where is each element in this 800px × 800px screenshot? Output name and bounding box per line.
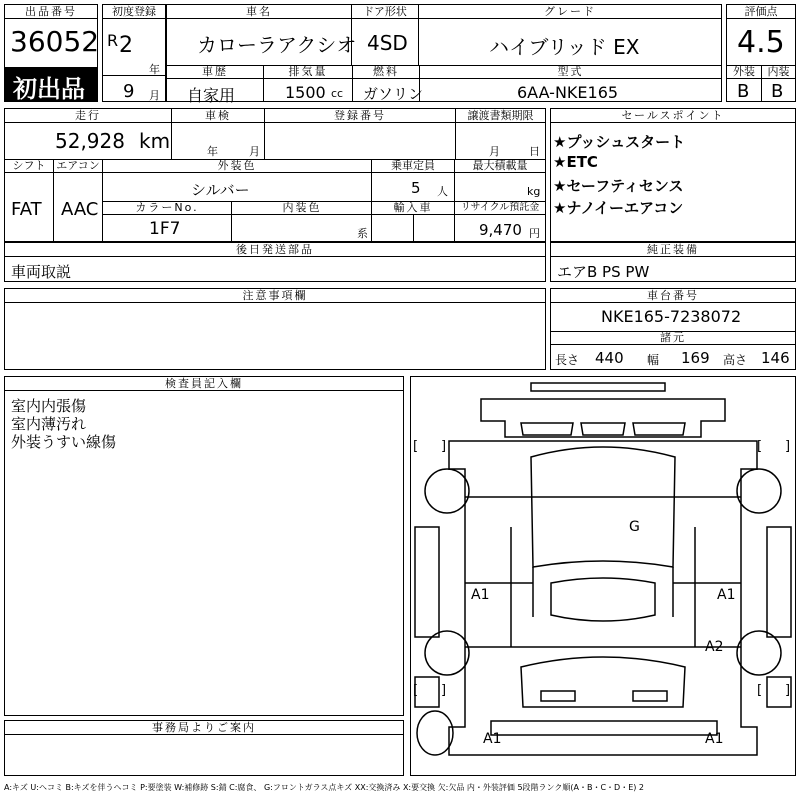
mileage-label: 走行 <box>5 109 171 123</box>
load-unit: kg <box>527 185 541 198</box>
car-diagram-box <box>410 376 796 776</box>
front-body <box>481 399 725 437</box>
selling-points-label: セールスポイント <box>551 109 795 123</box>
chassis-label: 車台番号 <box>551 289 795 303</box>
color: シルバー <box>191 181 250 199</box>
lot-number: 36052 <box>10 25 100 58</box>
shift: FAT <box>11 199 42 220</box>
front-bumper <box>531 383 665 391</box>
dimensions-label: 諸元 <box>551 331 795 345</box>
color-no-label: カラーNo. <box>103 201 231 215</box>
right-headlight <box>633 423 685 435</box>
history: 自家用 <box>187 86 236 105</box>
bracket-open-right-top: [ <box>757 439 763 454</box>
notes-box <box>4 288 546 370</box>
year: 2 <box>119 33 133 58</box>
main-info-box <box>166 4 722 105</box>
main-body <box>449 441 757 755</box>
length-label: 長さ <box>555 353 580 367</box>
model: 6AA-NKE165 <box>517 83 619 102</box>
inspection-label: 車検 <box>172 109 264 123</box>
vehicle-spec-box <box>4 108 546 242</box>
equipment: エアB PS PW <box>557 263 650 281</box>
inspection-month-unit: 月 <box>249 145 260 158</box>
displacement-label: 排気量 <box>264 65 352 79</box>
mileage: 52,928 <box>55 129 125 153</box>
legend: A:キズ U:ヘコミ B:キズを伴うヘコミ P:要塗装 W:補修跡 S:錆 C:腐食、 G:フロントガラス点キズ XX:交換済み X:要交換 欠:欠品 内・外装評価 5段階ランク順(A・B・C・D・E) 2 <box>4 783 645 792</box>
chassis-number: NKE165-7238072 <box>601 307 742 326</box>
registration-label: 登録番号 <box>265 109 455 123</box>
score: 4.5 <box>737 25 785 60</box>
load-label: 最大積載量 <box>455 159 545 173</box>
bracket-close-right-bottom: ] <box>785 683 791 698</box>
office-box <box>4 720 404 776</box>
height: 146 <box>761 349 790 367</box>
recycle: 9,470 <box>479 221 522 239</box>
selling-point-1: ★プッシュスタート <box>553 133 686 151</box>
later-parts-label: 後日発送部品 <box>5 243 545 257</box>
transfer-month-unit: 月 <box>489 145 500 158</box>
damage-mark-left-door: A1 <box>471 587 490 603</box>
damage-mark-rear-right: A1 <box>705 731 724 747</box>
notes-label: 注意事項欄 <box>5 289 545 303</box>
score-box <box>726 4 796 102</box>
exterior-grade: B <box>737 81 750 102</box>
first-registration-label: 初度登録 <box>103 5 165 19</box>
transfer-label: 譲渡書類期限 <box>456 109 545 123</box>
height-label: 高さ <box>723 353 748 367</box>
color-no: 1F7 <box>149 219 181 239</box>
left-rear-panel <box>415 677 439 707</box>
front-grille <box>581 423 625 435</box>
grade: ハイブリッド EX <box>489 35 640 59</box>
import-label: 輸入車 <box>372 201 454 215</box>
month-unit: 月 <box>149 89 160 102</box>
selling-point-3: ★セーフティセンス <box>553 177 684 195</box>
office-label: 事務局よりご案内 <box>5 721 403 735</box>
later-parts-box <box>4 242 546 282</box>
rear-light-right <box>633 691 667 701</box>
later-parts: 車両取説 <box>11 263 72 281</box>
interior-grade-label: 内装 <box>762 65 795 79</box>
month: 9 <box>123 81 135 102</box>
displacement-unit: cc <box>331 87 344 100</box>
windshield <box>531 447 675 567</box>
right-side-panel <box>767 527 791 637</box>
left-side-panel <box>415 527 439 637</box>
bracket-open-left-top: [ <box>413 439 419 454</box>
damage-mark-right-rear: A2 <box>705 639 724 655</box>
length: 440 <box>595 349 624 367</box>
interior-color-label: 内装色 <box>232 201 372 215</box>
door-type-label: ドア形状 <box>352 5 418 19</box>
lot-number-label: 出品番号 <box>5 5 97 19</box>
first-listing-label: 初出品 <box>13 75 85 103</box>
rear-light-left <box>541 691 575 701</box>
inspector-line-2: 室内薄汚れ <box>11 415 87 433</box>
capacity: 5 <box>411 179 421 197</box>
mileage-unit: km <box>139 129 171 153</box>
fuel-label: 燃料 <box>353 65 419 79</box>
bracket-close-right-top: ] <box>785 439 791 454</box>
first-registration-box <box>102 4 166 102</box>
equipment-label: 純正装備 <box>551 243 795 257</box>
left-headlight <box>521 423 573 435</box>
ac: AAC <box>61 199 99 220</box>
capacity-label: 乗車定員 <box>372 159 454 173</box>
inspector-label: 検査員記入欄 <box>5 377 403 391</box>
inspection-year-unit: 年 <box>207 145 218 158</box>
selling-point-2: ★ETC <box>553 153 598 171</box>
car-name: カローラアクシオ <box>197 33 357 57</box>
year-unit: 年 <box>149 63 160 76</box>
damage-mark-windshield: G <box>629 519 640 535</box>
shift-label: シフト <box>5 159 53 173</box>
era: R <box>107 31 119 50</box>
recycle-unit: 円 <box>529 227 540 240</box>
bracket-open-right-bottom: [ <box>757 683 763 698</box>
chassis-box <box>550 288 796 370</box>
recycle-label: リサイクル預託金 <box>455 201 545 215</box>
damage-mark-right-door: A1 <box>717 587 736 603</box>
score-label: 評価点 <box>727 5 795 19</box>
ac-label: エアコン <box>54 159 102 173</box>
interior-grade: B <box>771 81 784 102</box>
width: 169 <box>681 349 710 367</box>
interior-color-suffix: 系 <box>357 227 368 240</box>
transfer-day-unit: 日 <box>529 145 540 158</box>
front-right-wheel <box>737 469 781 513</box>
width-label: 幅 <box>647 353 660 367</box>
car-diagram <box>411 377 795 775</box>
selling-points-box <box>550 108 796 242</box>
exterior-grade-label: 外装 <box>727 65 761 79</box>
capacity-unit: 人 <box>437 185 448 198</box>
spare-wheel <box>417 711 453 755</box>
displacement: 1500 <box>285 83 326 102</box>
inspector-line-3: 外装うすい線傷 <box>11 433 117 451</box>
inspector-line-1: 室内内張傷 <box>11 397 87 415</box>
front-left-wheel <box>425 469 469 513</box>
equipment-box <box>550 242 796 282</box>
rear-window <box>551 578 655 621</box>
inspector-box <box>4 376 404 716</box>
bracket-open-left-bottom: [ <box>413 683 419 698</box>
lot-number-box <box>4 4 98 102</box>
damage-mark-rear-left: A1 <box>483 731 502 747</box>
trunk <box>521 657 685 707</box>
selling-point-4: ★ナノイーエアコン <box>553 199 684 217</box>
rear-bumper <box>491 721 717 735</box>
car-name-label: 車名 <box>167 5 351 19</box>
grade-label: グレード <box>419 5 721 19</box>
fuel: ガソリン <box>363 85 424 103</box>
history-label: 車歴 <box>167 65 263 79</box>
bracket-close-left-bottom: ] <box>441 683 447 698</box>
color-label: 外装色 <box>103 159 371 173</box>
door-type: 4SD <box>367 31 408 55</box>
bracket-close-left-top: ] <box>441 439 447 454</box>
model-label: 型式 <box>420 65 721 79</box>
